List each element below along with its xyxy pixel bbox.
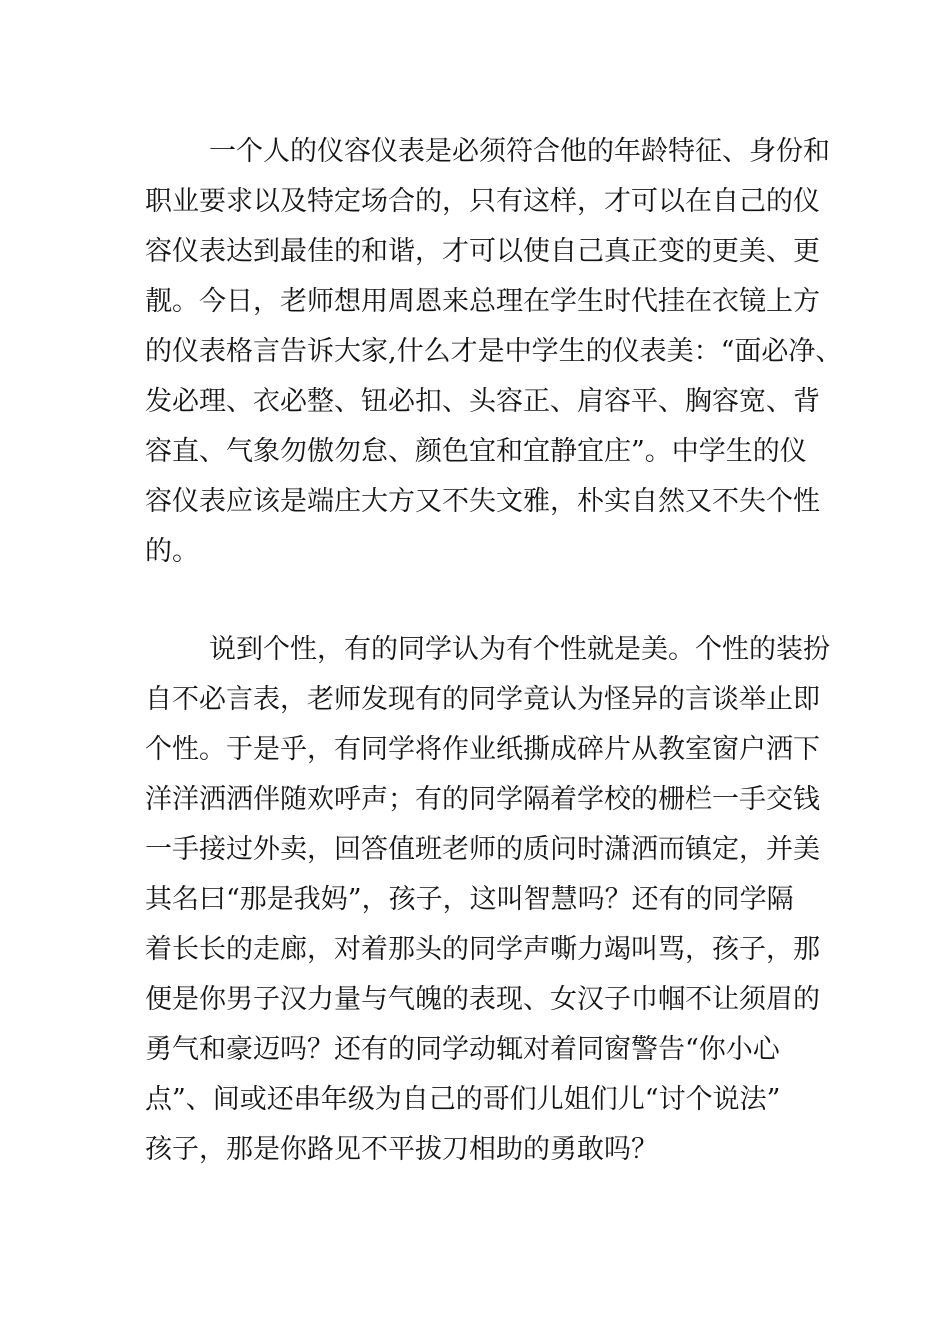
text-line: 的仪表格言告诉大家,什么才是中学生的仪表美：“面必净、 xyxy=(145,336,843,367)
text-line: 自不必言表，老师发现有的同学竟认为怪异的言谈举止即 xyxy=(145,684,820,715)
text-line: 洋洋洒洒伴随欢呼声；有的同学隔着学校的栅栏一手交钱 xyxy=(145,784,820,815)
text-line: 容直、气象勿傲勿怠、颜色宜和宜静宜庄”。中学生的仪 xyxy=(145,436,807,467)
text-line: 其名曰“那是我妈”，孩子，这叫智慧吗？还有的同学隔 xyxy=(145,884,794,915)
text-line: 便是你男子汉力量与气魄的表现、女汉子巾帼不让须眉的 xyxy=(145,984,820,1015)
text-line: 靓。今日，老师想用周恩来总理在学生时代挂在衣镜上方 xyxy=(145,286,820,317)
text-line: 说到个性，有的同学认为有个性就是美。个性的装扮 xyxy=(209,634,830,665)
text-line: 一个人的仪容仪表是必须符合他的年龄特征、身份和 xyxy=(209,136,830,167)
text-line: 容仪表达到最佳的和谐，才可以使自己真正变的更美、更 xyxy=(145,236,820,267)
text-line: 着长长的走廊，对着那头的同学声嘶力竭叫骂，孩子，那 xyxy=(145,934,820,965)
text-line: 一手接过外卖，回答值班老师的质问时潇洒而镇定，并美 xyxy=(145,834,820,865)
text-line: 的。 xyxy=(145,536,199,567)
text-line: 容仪表应该是端庄大方又不失文雅，朴实自然又不失个性 xyxy=(145,486,820,517)
text-line: 个性。于是乎，有同学将作业纸撕成碎片从教室窗户洒下 xyxy=(145,734,820,765)
text-line: 发必理、衣必整、钮必扣、头容正、肩容平、胸容宽、背 xyxy=(145,386,820,417)
text-line: 勇气和豪迈吗？还有的同学动辄对着同窗警告“你小心 xyxy=(145,1034,780,1065)
text-line: 孩子，那是你路见不平拔刀相助的勇敢吗？ xyxy=(145,1134,658,1165)
text-line: 职业要求以及特定场合的，只有这样，才可以在自己的仪 xyxy=(145,186,820,217)
text-line: 点”、间或还串年级为自己的哥们儿姐们儿“讨个说法” xyxy=(145,1084,781,1115)
